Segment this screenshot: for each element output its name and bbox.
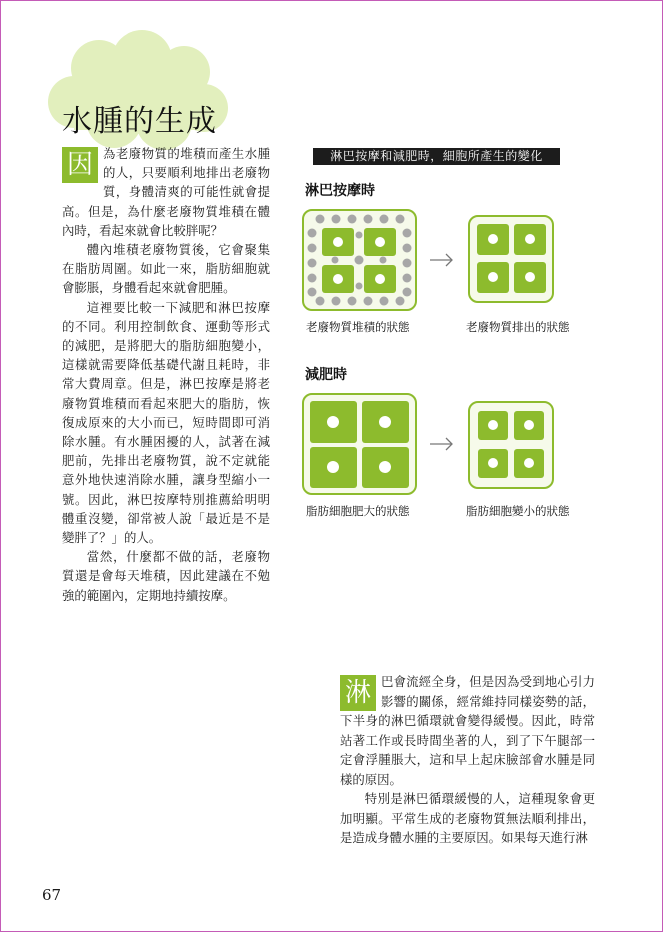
- diagram-diet: [302, 392, 602, 502]
- page-title: 水腫的生成: [62, 104, 217, 139]
- panel-title: 淋巴按摩和減肥時，細胞所產生的變化: [313, 148, 560, 165]
- caption-fat-reduced: 脂肪細胞變小的狀態: [466, 504, 570, 518]
- caption-fat-enlarged: 脂肪細胞肥大的狀態: [306, 504, 410, 518]
- paragraph: 特別是淋巴循環緩慢的人，這種現象會更加明顯。平常生成的老廢物質無法順利排出，是造成身體水腫的主要原因。如果每天進行淋: [340, 791, 595, 845]
- paragraph: 當然，什麼都不做的話，老廢物質還是會每天堆積，因此建議在不勉強的範圍內，定期地持續按摩。: [62, 549, 270, 603]
- section-heading-lymph: 淋巴按摩時: [305, 183, 375, 199]
- caption-waste-accumulated: 老廢物質堆積的狀態: [306, 320, 410, 334]
- page-number: 67: [42, 886, 62, 904]
- paragraph: 淋 巴會流經全身，但是因為受到地心引力影響的關係，經常維持同樣姿勢的話，下半身的淋巴循環就會變得緩慢。因此，時常站著工作或長時間坐著的人，到了下午腿部一定會浮腫脹大，這和早上起床臉部會水腫是同樣的原因。: [340, 674, 595, 787]
- caption-waste-expelled: 老廢物質排出的狀態: [466, 320, 570, 334]
- arrow-icon: [430, 438, 452, 450]
- diagram-lymph-massage: [302, 208, 602, 318]
- paragraph: 這裡要比較一下減肥和淋巴按摩的不同。利用控制飲食、運動等形式的減肥，是將肥大的脂肪細胞變小，這樣就需要降低基礎代謝且耗時，非常大費周章。但是，淋巴按摩是將老廢物質堆積而看起來肥大的脂肪，恢復成原來的大小而已，短時間即可消除水腫。有水腫困擾的人，試著在減肥前，先排出老廢物質，說不定就能意外地快速消除水腫，讓身型縮小一號。因此，淋巴按摩特別推薦給明明體重沒變，卻常被人說「最近是不是變胖了？」的人。: [62, 299, 270, 546]
- paragraph: 體內堆積老廢物質後，它會聚集在脂肪周圍。如此一來，脂肪細胞就會膨脹，身體看起來就會肥腫。: [62, 242, 270, 296]
- right-column-text: [340, 672, 595, 848]
- left-column-text: [62, 144, 270, 605]
- paragraph: 因 為老廢物質的堆積而產生水腫的人，只要順利地排出老廢物質，身體清爽的可能性就會提高。但是，為什麼老廢物質堆積在體內時，看起來就會比較胖呢？: [62, 146, 270, 238]
- dropcap: 淋: [340, 675, 376, 711]
- arrow-icon: [430, 254, 452, 266]
- dropcap: 因: [62, 147, 98, 183]
- section-heading-diet: 減肥時: [305, 367, 347, 383]
